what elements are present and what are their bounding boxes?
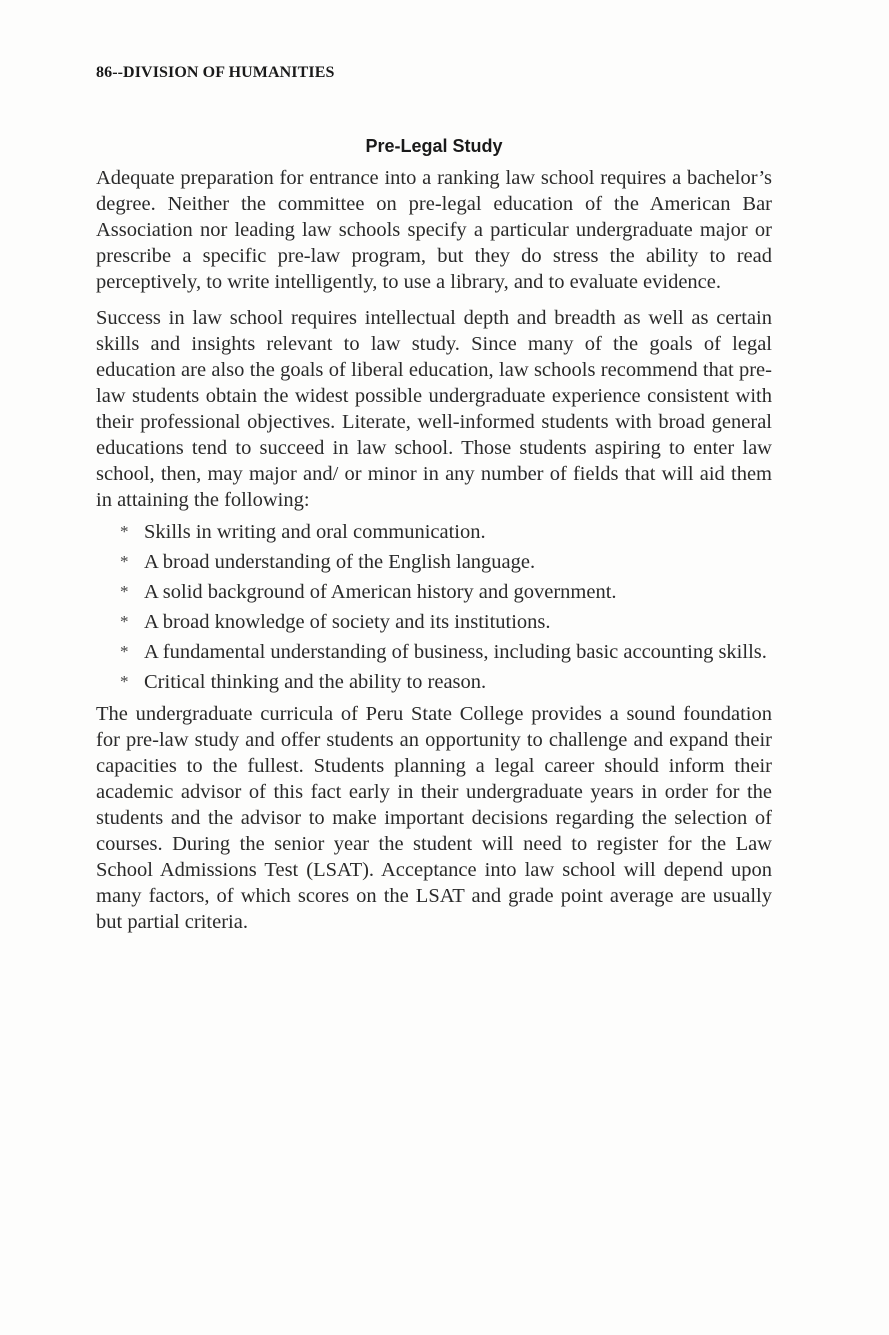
running-head: 86--DIVISION OF HUMANITIES (96, 64, 335, 81)
list-item-text: A fundamental understanding of business, including basic accounting skills. (144, 641, 767, 663)
list-item-text: A broad knowledge of society and its institutions. (144, 611, 551, 633)
paragraph-closing: The undergraduate curricula of Peru State College provides a sound foundation for pre-law study and offer students an opportunity to challenge and expand their capacities to the fullest. Students planning a legal career should inform their academic advisor of this fact early in their undergraduate years in order for the students and the advisor to make important decisions regarding the selection of courses. During the senior year the student will need to register for the Law School Admissions Test (LSAT). Acceptance into law school will depend upon many factors, of which scores on the LSAT and grade point average are usually but partial criteria. (96, 703, 772, 933)
skills-list (96, 519, 772, 695)
asterisk-bullet-icon: * (120, 522, 129, 541)
list-item (96, 549, 772, 575)
list-item-text: Skills in writing and oral communication. (144, 521, 486, 543)
asterisk-bullet-icon: * (120, 672, 129, 691)
asterisk-bullet-icon: * (120, 642, 129, 661)
asterisk-bullet-icon: * (120, 612, 129, 631)
section-title: Pre-Legal Study (365, 136, 503, 156)
list-item-text: A solid background of American history and government. (144, 581, 617, 603)
asterisk-bullet-icon: * (120, 582, 129, 601)
paragraph-success: Success in law school requires intellectual depth and breadth as well as certain skills and insights relevant to law study. Since many of the goals of legal education are also the goals of liberal education, law schools recommend that pre-law students obtain the widest possible undergraduate experience consistent with their professional objectives. Literate, well-informed students with broad general educations tend to succeed in law school. Those students aspiring to enter law school, then, may major and/ or minor in any number of fields that will aid them in attaining the following: (96, 307, 772, 511)
asterisk-bullet-icon: * (120, 552, 129, 571)
list-item (96, 519, 772, 545)
paragraph-intro: Adequate preparation for entrance into a ranking law school requires a bachelor’s degree. Neither the committee on pre-legal education of the American Bar Association nor leading law schools specify a particular undergraduate major or prescribe a specific pre-law program, but they do stress the ability to read perceptively, to write intelligently, to use a library, and to evaluate evidence. (96, 167, 772, 293)
list-item (96, 579, 772, 605)
list-item (96, 669, 772, 695)
list-item (96, 609, 772, 635)
list-item-text: Critical thinking and the ability to reason. (144, 671, 487, 693)
section-content (96, 136, 772, 945)
list-item-text: A broad understanding of the English language. (144, 551, 536, 573)
list-item (96, 639, 772, 665)
